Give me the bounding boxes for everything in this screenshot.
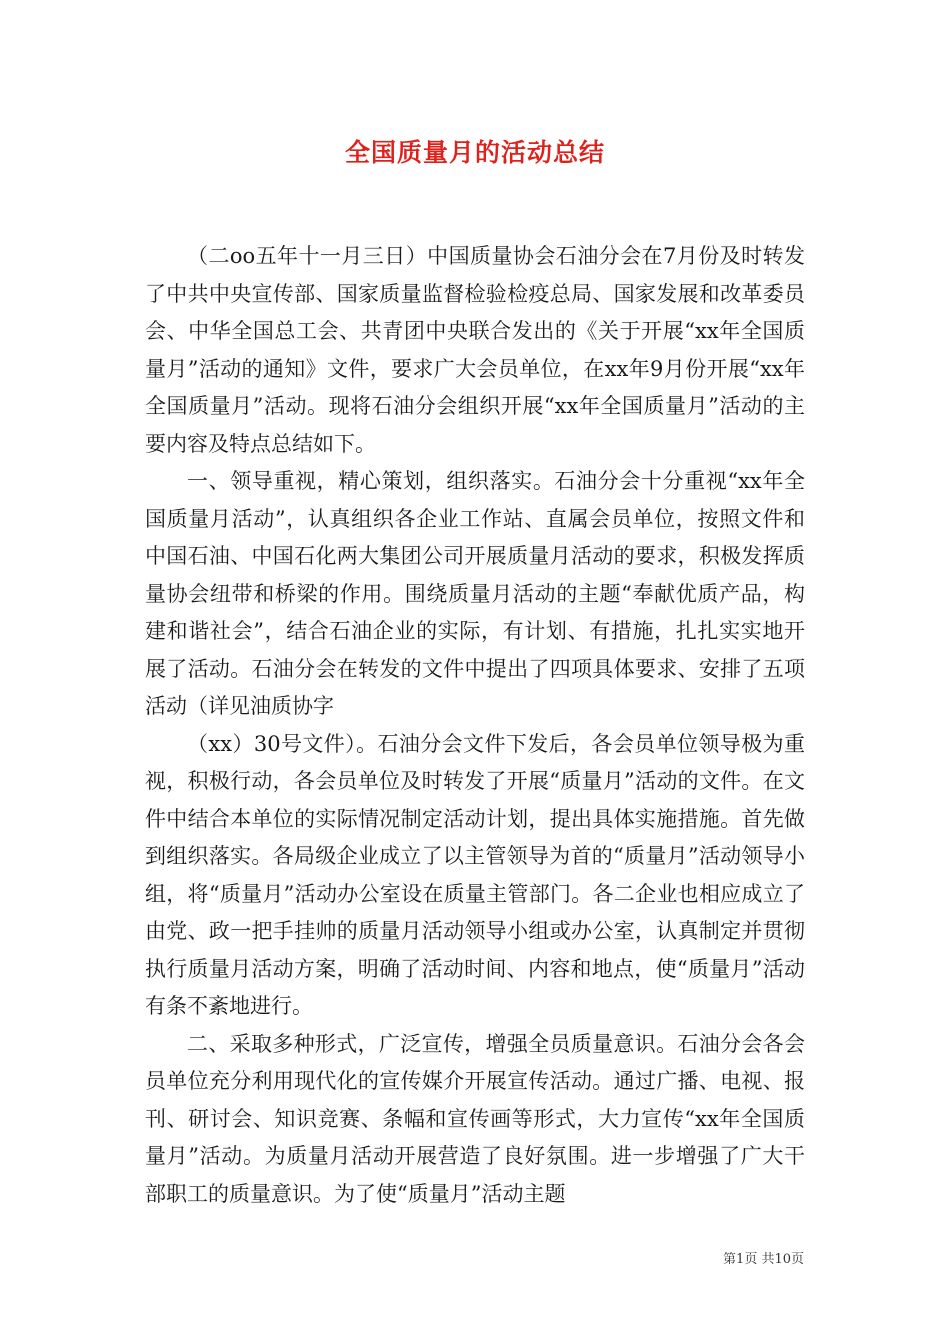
paragraph-section-1: 一、领导重视，精心策划，组织落实。石油分会十分重视“xx年全国质量月活动”，认真组织各企业工作站、直属会员单位，按照文件和中国石油、中国石化两大集团公司开展质量月活动的要求，积极发挥质量协会纽带和桥梁的作用。围绕质量月活动的主题“奉献优质产品，构建和谐社会”，结合石油企业的实际，有计划、有措施，扎扎实实地开展了活动。石油分会在转发的文件中提出了四项具体要求、安排了五项活动（详见油质协字 — [145, 469, 805, 718]
paragraph-section-2: 二、采取多种形式，广泛宣传，增强全员质量意识。石油分会各会员单位充分利用现代化的宣传媒介开展宣传活动。通过广播、电视、报刊、研讨会、知识竞赛、条幅和宣传画等形式，大力宣传“xx年全国质量月”活动。为质量月活动开展营造了良好氛围。进一步增强了广大干部职工的质量意识。为了使“质量月”活动主题 — [145, 1031, 805, 1206]
document-title: 全国质量月的活动总结 — [344, 138, 605, 167]
document-body — [145, 238, 805, 1213]
paragraph-section-1-cont: （xx）30号文件）。石油分会文件下发后，各会员单位领导极为重视，积极行动，各会员单位及时转发了开展“质量月”活动的文件。在文件中结合本单位的实际情况制定活动计划，提出具体实施措施。首先做到组织落实。各局级企业成立了以主管领导为首的“质量月”活动领导小组，将“质量月”活动办公室设在质量主管部门。各二企业也相应成立了由党、政一把手挂帅的质量月活动领导小组或办公室，认真制定并贯彻执行质量月活动方案，明确了活动时间、内容和地点，使“质量月”活动有条不紊地进行。 — [145, 731, 805, 1018]
page-number-footer: 第1页 共10页 — [723, 1252, 804, 1267]
paragraph-intro: （二oo五年十一月三日）中国质量协会石油分会在7月份及时转发了中共中央宣传部、国家质量监督检验检疫总局、国家发展和改革委员会、中华全国总工会、共青团中央联合发出的《关于开展“xx年全国质量月”活动的通知》文件，要求广大会员单位，在xx年9月份开展“xx年全国质量月”活动。现将石油分会组织开展“xx年全国质量月”活动的主要内容及特点总结如下。 — [145, 244, 805, 456]
